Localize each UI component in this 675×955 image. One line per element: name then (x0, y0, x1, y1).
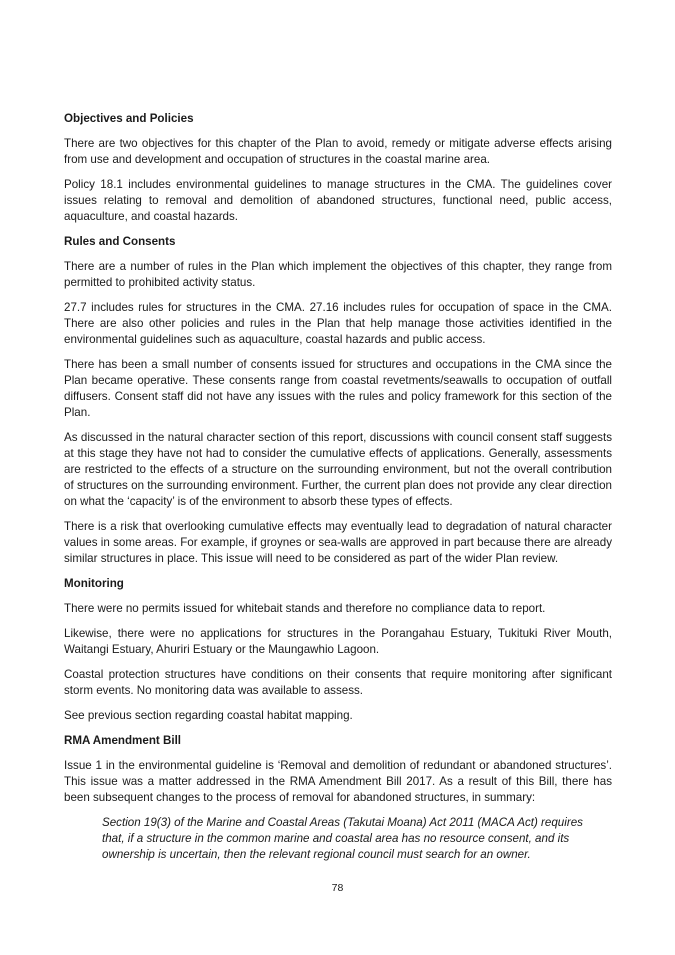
paragraph: 27.7 includes rules for structures in the CMA. 27.16 includes rules for occupation of space in the CMA. There are also other policies and rules in the Plan that help manage those activities identified in the environmental guidelines such as aquaculture, coastal hazards and public access. (64, 301, 612, 346)
section-rma-amendment-bill (64, 733, 612, 863)
paragraph: Coastal protection structures have conditions on their consents that require monitoring after significant storm events. No monitoring data was available to assess. (64, 668, 612, 697)
paragraph: Policy 18.1 includes environmental guidelines to manage structures in the CMA. The guidelines cover issues relating to removal and demolition of abandoned structures, functional need, public access, aquaculture, and coastal hazards. (64, 178, 612, 223)
paragraph: There is a risk that overlooking cumulative effects may eventually lead to degradation of natural character values in some areas. For example, if groynes or sea-walls are approved in part because there are already similar structures in place. This issue will need to be considered as part of the wider Plan review. (64, 520, 612, 565)
page-number: 78 (331, 882, 344, 894)
paragraph: Likewise, there were no applications for structures in the Porangahau Estuary, Tukituki River Mouth, Waitangi Estuary, Ahuriri Estuary or the Maungawhio Lagoon. (64, 627, 612, 656)
paragraph: See previous section regarding coastal habitat mapping. (64, 709, 353, 722)
paragraph: There are a number of rules in the Plan which implement the objectives of this chapter, they range from permitted to prohibited activity status. (64, 260, 612, 289)
section-rules-and-consents (64, 234, 612, 567)
page-content (64, 111, 612, 863)
paragraph: As discussed in the natural character section of this report, discussions with council consent staff suggests at this stage they have not had to consider the cumulative effects of applications. Generally, assessments are restricted to the effects of a structure on the surrounding environment, but not the overall contribution of structures on the surrounding environment. Further, the current plan does not provide any clear direction on what the ‘capacity’ is of the environment to absorb these types of effects. (64, 431, 612, 508)
paragraph: There are two objectives for this chapter of the Plan to avoid, remedy or mitigate adverse effects arising from use and development and occupation of structures in the coastal marine area. (64, 137, 612, 166)
paragraph: There were no permits issued for whitebait stands and therefore no compliance data to report. (64, 602, 546, 615)
section-monitoring (64, 576, 612, 724)
block-quote: Section 19(3) of the Marine and Coastal Areas (Takutai Moana) Act 2011 (MACA Act) requires that, if a structure in the common marine and coastal area has no resource consent, and its ownership is uncertain, then the relevant regional council must search for an owner. (102, 816, 583, 861)
section-heading: RMA Amendment Bill (64, 734, 182, 747)
paragraph: There has been a small number of consents issued for structures and occupations in the CMA since the Plan became operative. These consents range from coastal revetments/seawalls to occupation of outfall diffusers. Consent staff did not have any issues with the rules and policy framework for this section of the Plan. (64, 358, 612, 419)
section-heading: Rules and Consents (64, 235, 176, 248)
section-heading: Objectives and Policies (64, 112, 194, 125)
section-objectives-and-policies (64, 111, 612, 225)
paragraph: Issue 1 in the environmental guideline is ‘Removal and demolition of redundant or abandoned structures’. This issue was a matter addressed in the RMA Amendment Bill 2017. As a result of this Bill, there has been subsequent changes to the process of removal for abandoned structures, in summary: (64, 759, 612, 804)
section-heading: Monitoring (64, 577, 124, 590)
